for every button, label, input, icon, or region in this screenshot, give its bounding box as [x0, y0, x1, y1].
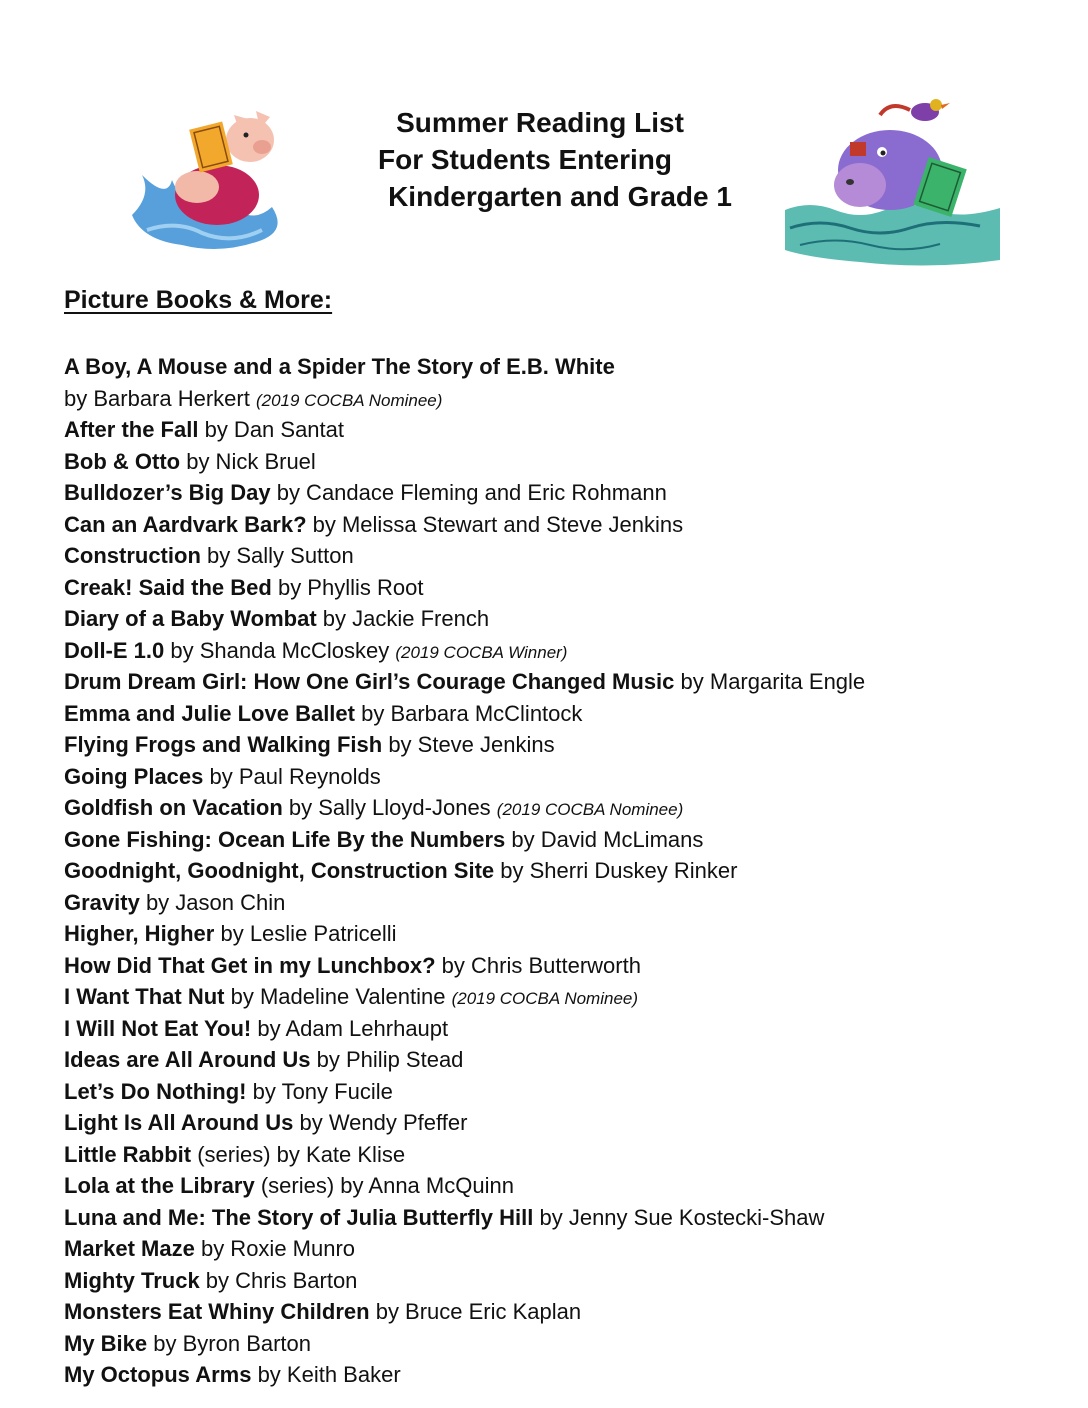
book-title: My Bike — [64, 1330, 148, 1356]
book-entry — [64, 1297, 1064, 1329]
award-note: (2019 COCBA Winner) — [395, 642, 568, 662]
book-entry — [64, 1077, 1064, 1109]
book-entry — [64, 478, 1064, 510]
award-note: (2019 COCBA Nominee) — [255, 390, 443, 410]
book-title: A Boy, A Mouse and a Spider The Story of E.B. White — [64, 354, 615, 379]
book-title: Emma and Julie Love Ballet — [64, 700, 355, 726]
book-author: by David McLimans — [505, 826, 704, 852]
book-title: Bulldozer’s Big Day — [64, 480, 271, 505]
book-entry — [64, 888, 1064, 920]
book-title: Higher, Higher — [64, 921, 215, 946]
title-block — [330, 104, 750, 215]
book-title: Ideas are All Around Us — [64, 1047, 311, 1072]
book-title: Lola at the Library — [64, 1173, 255, 1198]
book-title: Market Maze — [64, 1236, 195, 1261]
book-entry — [64, 667, 1064, 699]
book-entry — [64, 604, 1064, 636]
book-author: by Steve Jenkins — [382, 732, 555, 757]
subtitle-line: Kindergarten and Grade 1 — [388, 181, 732, 212]
book-entry — [64, 636, 1064, 668]
book-title: Drum Dream Girl: How One Girl’s Courage Changed Music — [64, 669, 675, 694]
book-title: Little Rabbit — [64, 1141, 192, 1167]
book-title: Construction — [64, 543, 201, 568]
book-author: by Phyllis Root — [271, 574, 424, 600]
book-entry — [64, 1203, 1064, 1235]
book-author: by Roxie Munro — [194, 1236, 356, 1261]
book-entry — [64, 699, 1064, 731]
book-title: How Did That Get in my Lunchbox? — [64, 952, 436, 978]
book-title: Diary of a Baby Wombat — [64, 606, 317, 631]
book-author: by Nick Bruel — [180, 448, 316, 474]
book-title: Flying Frogs and Walking Fish — [64, 732, 383, 757]
book-title: Monsters Eat Whiny Children — [64, 1299, 370, 1324]
book-author: by Wendy Pfeffer — [293, 1110, 468, 1135]
book-author: (series) by Kate Klise — [191, 1141, 406, 1167]
book-author: by Paul Reynolds — [203, 763, 381, 789]
book-title: Can an Aardvark Bark? — [64, 511, 307, 537]
book-author: by Sally Lloyd-Jones — [282, 795, 497, 820]
section-heading: Picture Books & More: — [64, 286, 333, 314]
book-title: Luna and Me: The Story of Julia Butterfly Hill — [64, 1204, 534, 1230]
hippo-reading-illustration — [780, 90, 1005, 270]
book-entry — [64, 1329, 1064, 1361]
book-entry — [64, 1140, 1064, 1172]
book-title: Goldfish on Vacation — [64, 795, 283, 820]
book-title: Gone Fishing: Ocean Life By the Numbers — [64, 826, 506, 852]
book-title: Going Places — [64, 763, 204, 789]
book-entry — [64, 856, 1064, 888]
award-note: (2019 COCBA Nominee) — [451, 989, 639, 1008]
book-title: Bob & Otto — [64, 448, 181, 474]
award-note: (2019 COCBA Nominee) — [496, 800, 684, 819]
title-line: Summer Reading List — [396, 107, 684, 138]
book-entry — [64, 447, 1064, 479]
book-entry — [64, 793, 1064, 825]
book-title: After the Fall — [64, 417, 199, 442]
book-entry — [64, 762, 1064, 794]
book-entry — [64, 982, 1064, 1014]
book-author: by Margarita Engle — [674, 669, 866, 694]
book-entry — [64, 1014, 1064, 1046]
book-entry — [64, 415, 1064, 447]
book-entry — [64, 510, 1064, 542]
book-title: Light Is All Around Us — [64, 1110, 294, 1135]
book-entry — [64, 384, 1064, 416]
book-author: by Sally Sutton — [200, 543, 354, 568]
book-entry — [64, 573, 1064, 605]
book-author: by Philip Stead — [310, 1047, 464, 1072]
book-author: by Barbara Herkert — [64, 385, 256, 411]
book-author: by Byron Barton — [147, 1330, 312, 1356]
book-title: Gravity — [64, 889, 140, 915]
book-entry — [64, 1360, 1064, 1392]
book-entry — [64, 825, 1064, 857]
book-author: by Bruce Eric Kaplan — [369, 1299, 582, 1324]
book-entry — [64, 1045, 1064, 1077]
pig-reading-illustration — [122, 95, 302, 255]
book-title: I Will Not Eat You! — [64, 1015, 252, 1041]
book-author: by Tony Fucile — [246, 1078, 393, 1104]
book-author: by Chris Butterworth — [435, 952, 641, 978]
book-author: by Candace Fleming and Eric Rohmann — [270, 480, 667, 505]
book-entry — [64, 1171, 1064, 1203]
book-entry — [64, 951, 1064, 983]
book-entry — [64, 1234, 1064, 1266]
book-author: by Jenny Sue Kostecki-Shaw — [533, 1204, 825, 1230]
book-title: I Want That Nut — [64, 984, 225, 1009]
book-author: by Melissa Stewart and Steve Jenkins — [306, 511, 684, 537]
book-author: by Dan Santat — [198, 417, 345, 442]
book-author: by Chris Barton — [199, 1267, 358, 1293]
book-title: Mighty Truck — [64, 1267, 200, 1293]
book-author: by Jackie French — [316, 606, 490, 631]
book-entry — [64, 1266, 1064, 1298]
book-title: My Octopus Arms — [64, 1362, 252, 1387]
book-entry — [64, 352, 1064, 384]
book-title: Doll-E 1.0 — [64, 637, 165, 663]
book-entry — [64, 541, 1064, 573]
book-author: by Madeline Valentine — [224, 984, 452, 1009]
book-entry — [64, 919, 1064, 951]
book-author: by Leslie Patricelli — [214, 921, 397, 946]
book-author: (series) by Anna McQuinn — [254, 1173, 514, 1198]
book-title: Let’s Do Nothing! — [64, 1078, 247, 1104]
book-author: by Sherri Duskey Rinker — [494, 858, 738, 883]
book-title: Goodnight, Goodnight, Construction Site — [64, 858, 495, 883]
subtitle-line: For Students Entering — [378, 144, 672, 175]
book-list — [64, 352, 1064, 1392]
book-author: by Keith Baker — [251, 1362, 401, 1387]
book-entry — [64, 1108, 1064, 1140]
book-author: by Jason Chin — [139, 889, 286, 915]
book-author: by Adam Lehrhaupt — [251, 1015, 449, 1041]
book-author: by Shanda McCloskey — [164, 637, 396, 663]
book-entry — [64, 730, 1064, 762]
book-title: Creak! Said the Bed — [64, 574, 272, 600]
book-author: by Barbara McClintock — [354, 700, 583, 726]
